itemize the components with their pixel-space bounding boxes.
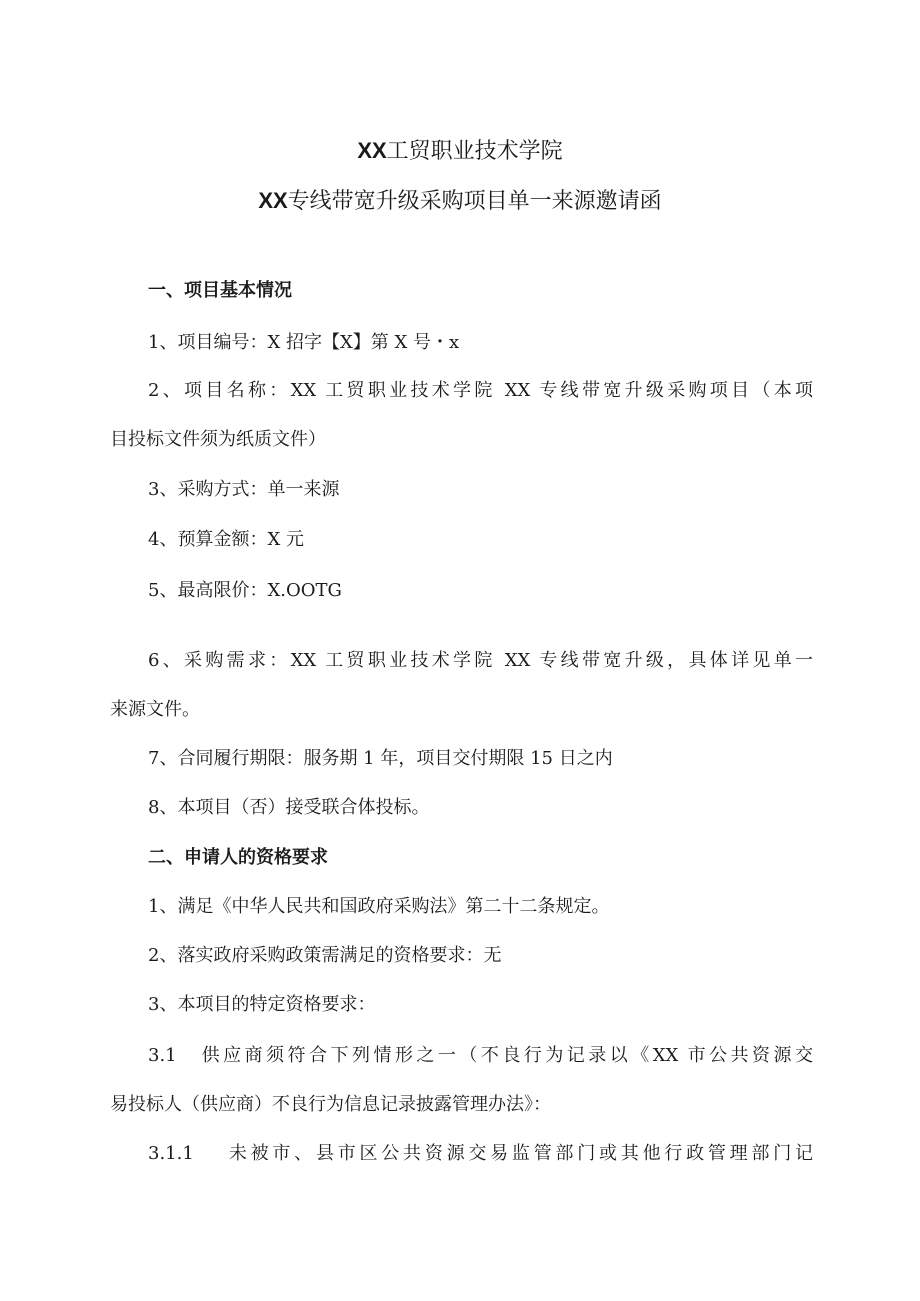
section2-heading: 二、申请人的资格要求 <box>148 847 328 868</box>
budget-amount: 4、预算金额：X 元 <box>148 529 304 550</box>
qualification-3-1-line2: 易投标人（供应商）不良行为信息记录披露管理办法》： <box>110 1094 551 1115</box>
title-school-prefix: XX <box>357 138 387 163</box>
qualification-policy: 2、落实政府采购政策需满足的资格要求：无 <box>148 945 502 966</box>
title-school-name: 工贸职业技术学院 <box>386 139 563 164</box>
qualification-3-1-line1: 3.1 供应商须符合下列情形之一（不良行为记录以《XX 市公共资源交 <box>148 1045 813 1066</box>
project-name-line2: 目投标文件须为纸质文件） <box>110 429 326 450</box>
project-name-line1: 2、项目名称：XX 工贸职业技术学院 XX 专线带宽升级采购项目（本项 <box>148 380 813 401</box>
procurement-method: 3、采购方式：单一来源 <box>148 479 340 500</box>
title-invitation-prefix: XX <box>258 188 288 213</box>
document-title-school <box>0 136 920 167</box>
consortium-bid: 8、本项目（否）接受联合体投标。 <box>148 797 430 818</box>
qualification-3-1-1: 3.1.1 未被市、县市区公共资源交易监管部门或其他行政管理部门记 <box>148 1143 813 1164</box>
section1-heading: 一、项目基本情况 <box>148 280 292 301</box>
procurement-requirement-line1: 6、采购需求：XX 工贸职业技术学院 XX 专线带宽升级，具体详见单一 <box>148 650 813 671</box>
procurement-requirement-line2: 来源文件。 <box>110 699 200 720</box>
max-price: 5、最高限价：X.OOTG <box>148 580 342 601</box>
title-invitation-name: 专线带宽升级采购项目单一来源邀请函 <box>287 189 662 214</box>
project-number: 1、项目编号：X 招字【X】第 X 号・x <box>148 332 460 353</box>
contract-period: 7、合同履行期限：服务期 1 年，项目交付期限 15 日之内 <box>148 748 613 769</box>
qualification-law: 1、满足《中华人民共和国政府采购法》第二十二条规定。 <box>148 896 610 917</box>
qualification-specific: 3、本项目的特定资格要求： <box>148 994 376 1015</box>
document-title-invitation <box>0 186 920 217</box>
